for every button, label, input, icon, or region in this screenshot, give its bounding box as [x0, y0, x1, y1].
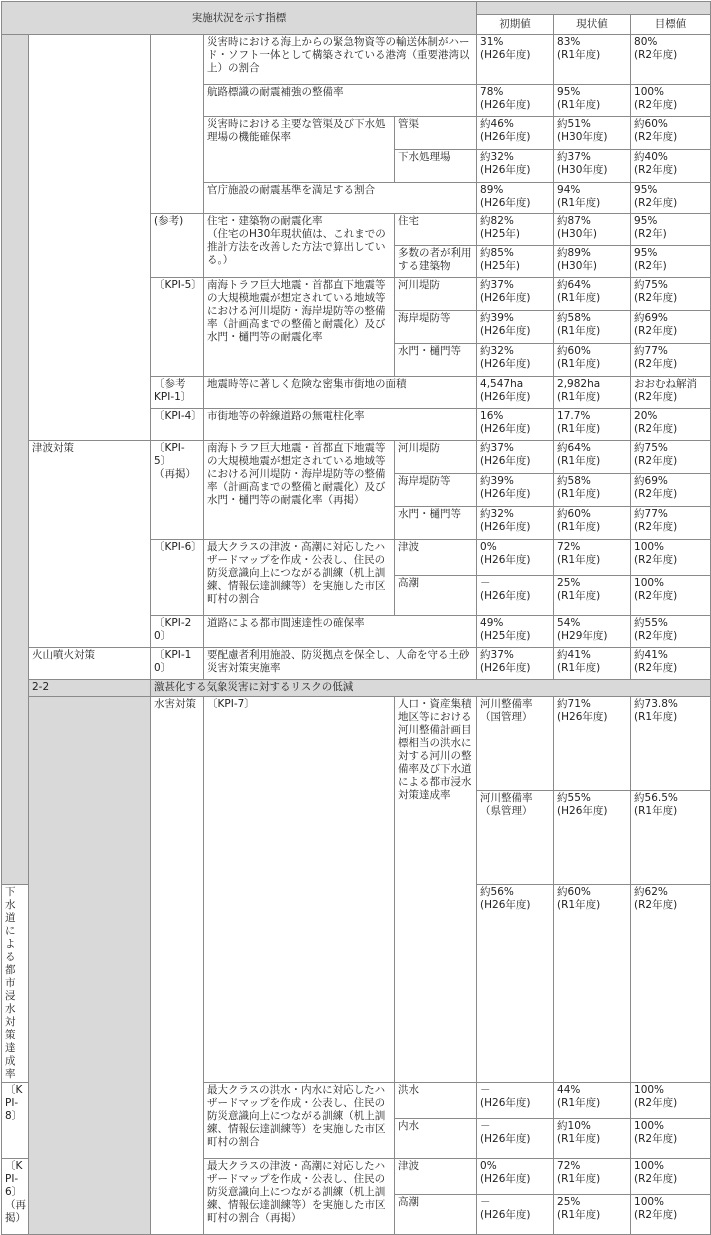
header-spacer	[477, 2, 711, 15]
current-value: 約64% (R1年度)	[554, 278, 631, 311]
current-value: 95% (R1年度)	[554, 85, 631, 117]
sub-item: 水門・樋門等	[395, 507, 477, 540]
initial-value: 約55% (H26年度)	[554, 791, 631, 885]
initial-value: 約32% (H26年度)	[477, 507, 554, 540]
indicator-desc: 航路標識の耐震補強の整備率	[204, 85, 477, 117]
target-value: 100% (R2年度)	[631, 576, 711, 616]
initial-value: 約46% (H26年度)	[477, 117, 554, 150]
kpi-label: (参考)	[151, 214, 204, 278]
sub-item: 海岸堤防等	[395, 474, 477, 507]
section-number: 2-2	[29, 680, 151, 697]
target-value: 100% (R2年度)	[631, 1119, 711, 1159]
initial-value: 78% (H26年度)	[477, 85, 554, 117]
target-value: 95% (R2年)	[631, 214, 711, 246]
initial-value: 31% (H26年度)	[477, 35, 554, 85]
current-value: 72% (R1年度)	[554, 540, 631, 576]
target-value: 約77% (R2年度)	[631, 507, 711, 540]
sub-item: 河川堤防	[395, 278, 477, 311]
target-value: おおむね解消 (R2年度)	[631, 377, 711, 409]
target-value: 100% (R2年度)	[631, 1195, 711, 1235]
sub-item: 内水	[395, 1119, 477, 1159]
initial-value: 約85% (H25年)	[477, 246, 554, 278]
section-gutter	[2, 35, 29, 885]
kpi-label: 〔KPI-20〕	[151, 616, 204, 648]
kpi-label: 〔KPI-6〕 （再掲）	[2, 1159, 29, 1235]
indicator-desc: 最大クラスの津波・高潮に対応したハザードマップを作成・公表し、住民の防災意識向上につながる訓練（机上訓練、情報伝達訓練等）を実施した市区町村の割合（再掲）	[204, 1159, 395, 1235]
current-value: 約10% (R1年度)	[554, 1119, 631, 1159]
initial-value: 16% (H26年度)	[477, 409, 554, 441]
sub-item: 河川整備率（県管理）	[477, 791, 554, 885]
current-value: 約64% (R1年度)	[554, 441, 631, 474]
kpi-label: 〔KPI-5〕 （再掲）	[151, 441, 204, 540]
sub-item: 洪水	[395, 1083, 477, 1119]
kpi-indicator-table	[1, 1, 711, 1235]
sub-item: 管渠	[395, 117, 477, 150]
target-value: 80% (R2年度)	[631, 35, 711, 85]
sub-item: 津波	[395, 1159, 477, 1195]
section-gutter	[29, 697, 151, 1235]
current-value: 25% (R1年度)	[554, 576, 631, 616]
target-value: 約77% (R2年度)	[631, 344, 711, 377]
initial-value: 約32% (H26年度)	[477, 150, 554, 183]
initial-value: 約82% (H25年)	[477, 214, 554, 246]
indicator-desc: 道路による都市間速達性の確保率	[204, 616, 477, 648]
target-value: 20% (R2年度)	[631, 409, 711, 441]
current-value: 約60% (R1年度)	[554, 507, 631, 540]
sub-item: 高潮	[395, 576, 477, 616]
initial-value: 約56% (H26年度)	[477, 885, 554, 1083]
kpi-label: 〔KPI-7〕	[204, 697, 395, 1083]
initial-value: － (H26年度)	[477, 1083, 554, 1119]
current-value: 約51% (H30年度)	[554, 117, 631, 150]
current-value: 54% (H29年度)	[554, 616, 631, 648]
target-value: 約75% (R2年度)	[631, 441, 711, 474]
initial-value: 約37% (H26年度)	[477, 441, 554, 474]
current-value: 約60% (R1年度)	[554, 344, 631, 377]
indicator-desc: 災害時における主要な管渠及び下水処理場の機能確保率	[204, 117, 395, 183]
current-value: 約58% (R1年度)	[554, 474, 631, 507]
current-value: 2,982ha (R1年度)	[554, 377, 631, 409]
header-title: 実施状況を示す指標	[2, 2, 477, 35]
category-label: 津波対策	[29, 441, 151, 648]
section-header-row	[2, 680, 711, 697]
current-value: 17.7% (R1年度)	[554, 409, 631, 441]
current-value: 約73.8% (R1年度)	[631, 697, 711, 791]
current-value: 25% (R1年度)	[554, 1195, 631, 1235]
kpi-label: 〔KPI-10〕	[151, 648, 204, 680]
initial-value: 4,547ha (H26年度)	[477, 377, 554, 409]
initial-value: 約32% (H26年度)	[477, 344, 554, 377]
sub-item: 下水道による都市浸水対策達成率	[2, 885, 29, 1083]
kpi-label: 〔KPI-8〕	[2, 1083, 29, 1159]
current-value: 約60% (R1年度)	[554, 885, 631, 1083]
initial-value: 約39% (H26年度)	[477, 474, 554, 507]
target-value: 約69% (R2年度)	[631, 311, 711, 344]
target-value: 約41% (R2年度)	[631, 648, 711, 680]
indicator-desc: 住宅・建築物の耐震化率 （住宅のH30年現状値は、これまでの推計方法を改善した方法で算出している。）	[204, 214, 395, 278]
category-label: 水害対策	[151, 697, 204, 1235]
initial-value: 約71% (H26年度)	[554, 697, 631, 791]
initial-value: － (H26年度)	[477, 1195, 554, 1235]
kpi-label: 〔KPI-5〕	[151, 278, 204, 377]
current-value: 約56.5% (R1年度)	[631, 791, 711, 885]
current-value: 約58% (R1年度)	[554, 311, 631, 344]
sub-item: 河川堤防	[395, 441, 477, 474]
initial-value: 約37% (H26年度)	[477, 648, 554, 680]
current-value: 94% (R1年度)	[554, 183, 631, 214]
sub-item: 住宅	[395, 214, 477, 246]
section-title: 激甚化する気象災害に対するリスクの低減	[151, 680, 711, 697]
target-value: 100% (R2年度)	[631, 540, 711, 576]
initial-value: 約37% (H26年度)	[477, 278, 554, 311]
target-value: 約75% (R2年度)	[631, 278, 711, 311]
target-value: 約69% (R2年度)	[631, 474, 711, 507]
target-value: 約62% (R2年度)	[631, 885, 711, 1083]
kpi-label: 〔参考 KPI-1〕	[151, 377, 204, 409]
target-value: 100% (R2年度)	[631, 1083, 711, 1119]
header-row	[2, 2, 711, 15]
initial-value: － (H26年度)	[477, 576, 554, 616]
indicator-desc: 最大クラスの洪水・内水に対応したハザードマップを作成・公表し、住民の防災意識向上につながる訓練（机上訓練、情報伝達訓練等）を実施した市区町村の割合	[204, 1083, 395, 1159]
table-row	[2, 697, 711, 791]
sub-item: 下水処理場	[395, 150, 477, 183]
sub-item: 多数の者が利用する建築物	[395, 246, 477, 278]
indicator-desc: 南海トラフ巨大地震・首都直下地震等の大規模地震が想定されている地域等における河川堤防・海岸堤防等の整備率（計画高までの整備と耐震化）及び水門・樋門等の耐震化率（再掲）	[204, 441, 395, 540]
initial-value: 89% (H26年度)	[477, 183, 554, 214]
initial-value: 約39% (H26年度)	[477, 311, 554, 344]
header-target: 目標値	[631, 15, 711, 35]
category-label: 火山噴火対策	[29, 648, 151, 680]
target-value: 約55% (R2年度)	[631, 616, 711, 648]
initial-value: 49% (H25年度)	[477, 616, 554, 648]
header-current: 現状値	[554, 15, 631, 35]
indicator-desc: 南海トラフ巨大地震・首都直下地震等の大規模地震が想定されている地域等における河川堤防・海岸堤防等の整備率（計画高までの整備と耐震化）及び水門・樋門等の耐震化率	[204, 278, 395, 377]
current-value: 72% (R1年度)	[554, 1159, 631, 1195]
indicator-desc: 要配慮者利用施設、防災拠点を保全し、人命を守る土砂災害対策実施率	[204, 648, 477, 680]
current-value: 約87% (H30年)	[554, 214, 631, 246]
sub-item: 海岸堤防等	[395, 311, 477, 344]
current-value: 83% (R1年度)	[554, 35, 631, 85]
target-value: 95% (R2年度)	[631, 183, 711, 214]
kpi-cell	[151, 35, 204, 214]
initial-value: 0% (H26年度)	[477, 540, 554, 576]
sub-item: 高潮	[395, 1195, 477, 1235]
header-initial: 初期値	[477, 15, 554, 35]
target-value: 約40% (R2年度)	[631, 150, 711, 183]
indicator-desc: 官庁施設の耐震基準を満足する割合	[204, 183, 477, 214]
kpi-label: 〔KPI-6〕	[151, 540, 204, 616]
category-cell	[29, 35, 151, 441]
kpi-label: 〔KPI-4〕	[151, 409, 204, 441]
initial-value: － (H26年度)	[477, 1119, 554, 1159]
table-row	[2, 35, 711, 85]
current-value: 約41% (R1年度)	[554, 648, 631, 680]
indicator-desc: 地震時等に著しく危険な密集市街地の面積	[204, 377, 477, 409]
indicator-desc: 災害時における海上からの緊急物資等の輸送体制がハード・ソフト一体として構築されている港湾（重要港湾以上）の割合	[204, 35, 477, 85]
sub-item: 水門・樋門等	[395, 344, 477, 377]
current-value: 約89% (H30年)	[554, 246, 631, 278]
target-value: 約60% (R2年度)	[631, 117, 711, 150]
target-value: 100% (R2年度)	[631, 1159, 711, 1195]
sub-item: 河川整備率（国管理）	[477, 697, 554, 791]
table-row	[2, 441, 711, 474]
target-value: 95% (R2年)	[631, 246, 711, 278]
current-value: 約37% (H30年度)	[554, 150, 631, 183]
target-value: 100% (R2年度)	[631, 85, 711, 117]
current-value: 44% (R1年度)	[554, 1083, 631, 1119]
sub-item: 津波	[395, 540, 477, 576]
indicator-desc: 最大クラスの津波・高潮に対応したハザードマップを作成・公表し、住民の防災意識向上につながる訓練（机上訓練、情報伝達訓練等）を実施した市区町村の割合	[204, 540, 395, 616]
indicator-desc: 市街地等の幹線道路の無電柱化率	[204, 409, 477, 441]
indicator-desc: 人口・資産集積地区等における河川整備計画目標相当の洪水に対する河川の整備率及び下水道による都市浸水対策達成率	[395, 697, 477, 1083]
table-row	[2, 648, 711, 680]
initial-value: 0% (H26年度)	[477, 1159, 554, 1195]
